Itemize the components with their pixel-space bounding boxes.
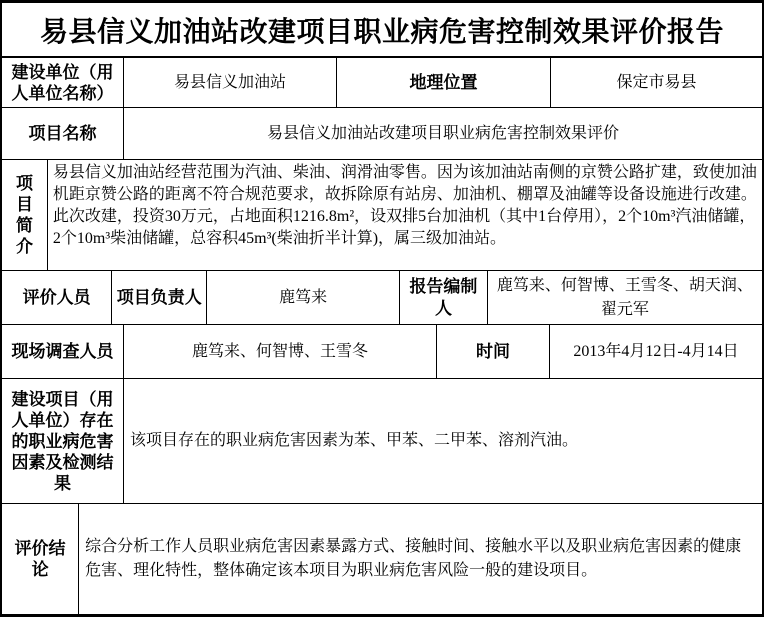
conclusion-value: 综合分析工作人员职业病危害因素暴露方式、接触时间、接触水平以及职业病危害因素的健康危害、理化特性，整体确定该本项目为职业病危害风险一般的建设项目。 xyxy=(85,538,742,579)
time-label: 时间 xyxy=(437,325,550,378)
hazard-factors-value: 该项目存在的职业病危害因素为苯、甲苯、二甲苯、溶剂汽油。 xyxy=(130,432,579,449)
project-brief-value: 易县信义加油站经营范围为汽油、柴油、润滑油零售。因为该加油站南侧的京赞公路扩建，致使加油机距京赞公路的距离不符合规范要求，故拆除原有站房、加油机、棚罩及油罐等设备设施进行改建。此次改建，投资30万元，占地面积1216.8m²，设双排5台加油机（其中1台停用），2个10m³汽油储罐，2个10m³柴油储罐，总容积45m³(柴油折半计算)，属三级加油站。 xyxy=(52,164,757,247)
project-name-label: 项目名称 xyxy=(2,108,124,159)
table-row-hazard-factors xyxy=(2,379,762,504)
report-title-row xyxy=(2,3,762,58)
conclusion-label: 评价结论 xyxy=(2,504,79,614)
project-name-value: 易县信义加油站改建项目职业病危害控制效果评价 xyxy=(266,124,619,142)
evaluators-label: 评价人员 xyxy=(2,271,112,324)
report-title: 易县信义加油站改建项目职业病危害控制效果评价报告 xyxy=(39,16,724,48)
location-value: 保定市易县 xyxy=(616,73,697,91)
construction-unit-value: 易县信义加油站 xyxy=(124,58,337,107)
site-survey-value: 鹿笃来、何智博、王雪冬 xyxy=(124,325,437,378)
hazard-factors-label: 建设项目（用人单位）存在的职业病危害因素及检测结果 xyxy=(2,379,124,503)
site-survey-label: 现场调查人员 xyxy=(2,325,124,378)
table-row-project-brief xyxy=(2,160,762,271)
table-row-site-survey xyxy=(2,325,762,379)
construction-unit-label: 建设单位（用人单位名称） xyxy=(2,58,124,107)
table-row-project-name xyxy=(2,108,762,160)
project-brief-label: 项目简介 xyxy=(2,160,48,270)
report-compiler-label: 报告编制人 xyxy=(400,271,488,324)
report-compiler-value: 鹿笃来、何智博、王雪冬、胡天润、翟元军 xyxy=(496,276,753,318)
project-leader-value: 鹿笃来 xyxy=(207,271,400,324)
table-row-construction-unit xyxy=(2,58,762,108)
table-row-conclusion xyxy=(2,504,762,614)
table-row-evaluators xyxy=(2,271,762,325)
project-leader-label: 项目负责人 xyxy=(112,271,207,324)
location-label: 地理位置 xyxy=(337,58,551,107)
time-value: 2013年4月12日-4月14日 xyxy=(573,342,739,360)
